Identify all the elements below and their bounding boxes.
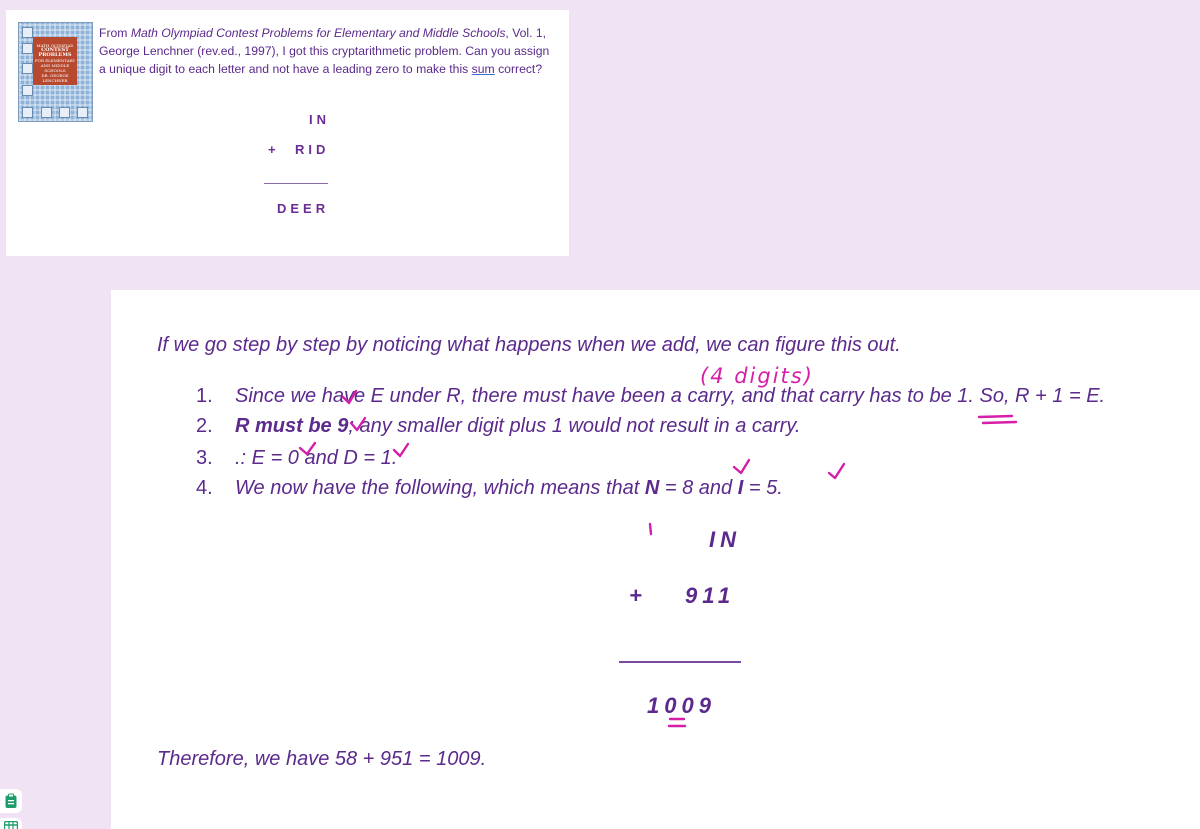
step-4-n: N [644, 477, 660, 499]
cover-line: FOR ELEMENTARY AND MIDDLE SCHOOLS [34, 58, 76, 73]
intro-prefix: From [99, 26, 131, 40]
grid-icon [4, 821, 18, 829]
step-number: 2. [196, 415, 213, 437]
solution-plus-sign: + [629, 583, 642, 608]
solution-intro: If we go step by step by noticing what happens when we add, we can figure this out. [157, 334, 901, 356]
step-4-mid: = 8 and [659, 477, 738, 499]
cover-line: MATH OLYMPIAD [36, 43, 74, 48]
solution-conclusion: Therefore, we have 58 + 951 = 1009. [157, 748, 487, 770]
solution-addend-2: 911 [685, 583, 736, 608]
sum-rule [264, 183, 328, 184]
step-4-pre: We now have the following, which means that [235, 477, 645, 499]
problem-total: DEER [277, 201, 330, 216]
intro-paragraph [99, 24, 559, 78]
intro-body: , Vol. 1, George Lenchner (rev.ed., 1997), I got this cryptarithmetic problem. Can you assign a unique digit to each letter and not have a leading zero to make this [99, 26, 550, 76]
step-3-text: .: E = 0 and D = 1. [235, 447, 398, 469]
step-number: 3. [196, 447, 213, 469]
cover-tile [22, 63, 33, 74]
book-cover-image [18, 22, 93, 122]
cover-line: DR. GEORGE LENCHNER [41, 73, 69, 83]
cover-line: PROBLEMS [38, 52, 72, 58]
cover-tile [22, 85, 33, 96]
step-4-post: = 5. [743, 477, 783, 499]
problem-addend-1: IN [309, 112, 330, 127]
clipboard-button[interactable] [0, 789, 22, 813]
grid-button[interactable] [0, 818, 22, 829]
step-4-i: I [737, 477, 744, 499]
step-2-bold: R must be 9 [235, 415, 349, 437]
cover-tile [22, 27, 33, 38]
step-4-text [235, 477, 783, 500]
problem-card [6, 10, 569, 256]
solution-card [111, 290, 1200, 829]
step-number: 4. [196, 477, 213, 499]
cover-title-block [33, 37, 77, 85]
step-1-text: Since we have E under R, there must have been a carry, and that carry has to be 1. So, R + 1 = E. [235, 385, 1106, 407]
cover-tile [22, 107, 33, 118]
step-2-text [235, 415, 800, 438]
step-number: 1. [196, 385, 213, 407]
cover-tile [77, 107, 88, 118]
solution-sum-rule [619, 661, 741, 663]
problem-addend-2: RID [295, 142, 330, 157]
sum-word: sum [471, 62, 495, 76]
step-2-rest: ; any smaller digit plus 1 would not result in a carry. [348, 415, 801, 437]
cover-tile [41, 107, 52, 118]
cover-tile [22, 43, 33, 54]
problem-plus-sign: + [268, 142, 276, 157]
clipboard-icon [4, 793, 18, 809]
book-title: Math Olympiad Contest Problems for Elementary and Middle Schools [130, 26, 506, 40]
solution-total: 1009 [647, 693, 716, 718]
cover-tile [59, 107, 70, 118]
cover-line: CONTEST [41, 47, 69, 53]
solution-addend-1: IN [709, 527, 741, 552]
intro-suffix: correct? [494, 62, 543, 76]
handwritten-note: (4 digits) [700, 364, 814, 388]
